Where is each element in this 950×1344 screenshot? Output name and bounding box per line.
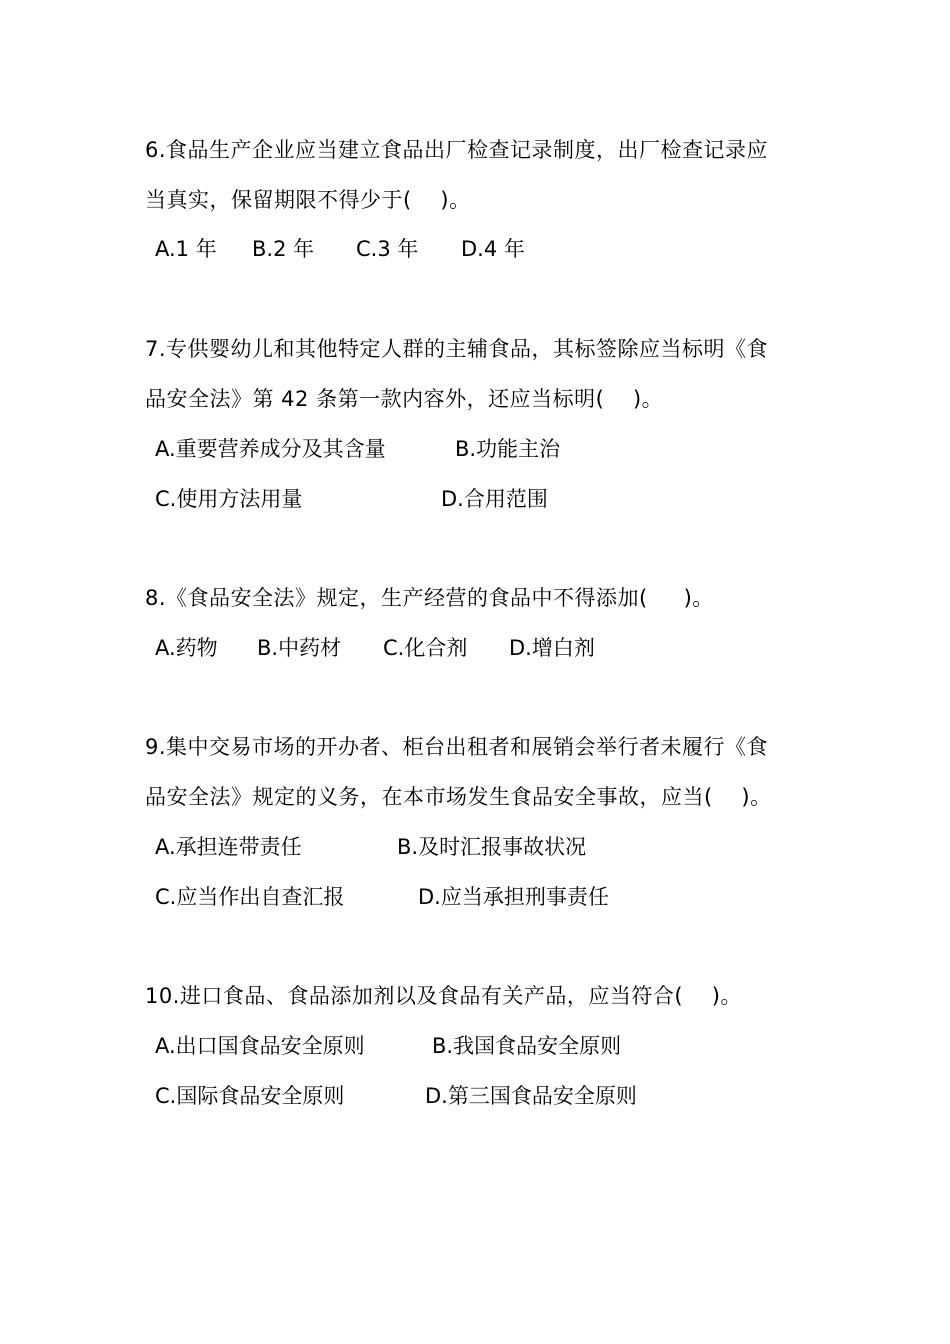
- question-7-option-a: A.重要营养成分及其含量: [155, 437, 386, 461]
- question-8-stem-line-1: 8.《食品安全法》规定，生产经营的食品中不得添加( )。: [145, 586, 714, 610]
- question-9-option-b: B.及时汇报事故状况: [397, 835, 587, 859]
- question-8-option-c: C.化合剂: [383, 636, 468, 660]
- question-8-option-a: A.药物: [155, 636, 218, 660]
- question-9-option-d: D.应当承担刑事责任: [418, 885, 609, 909]
- question-6-stem-line-2: 当真实，保留期限不得少于( )。: [145, 188, 471, 212]
- question-6-option-b: B.2 年: [252, 237, 315, 261]
- question-9-stem-line-2: 品安全法》规定的义务，在本市场发生食品安全事故，应当( )。: [145, 785, 772, 809]
- question-9-option-a: A.承担连带责任: [155, 835, 302, 859]
- question-6-option-a: A.1 年: [155, 237, 217, 261]
- question-7-option-b: B.功能主治: [455, 437, 561, 461]
- question-6-option-d: D.4 年: [461, 237, 525, 261]
- question-10-option-a: A.出口国食品安全原则: [155, 1034, 365, 1058]
- question-6-option-c: C.3 年: [356, 237, 419, 261]
- question-10-stem-line-1: 10.进口食品、食品添加剂以及食品有关产品，应当符合( )。: [145, 984, 742, 1008]
- question-7-stem-line-2: 品安全法》第 42 条第一款内容外，还应当标明( )。: [145, 387, 664, 411]
- question-9-stem-line-1: 9.集中交易市场的开办者、柜台出租者和展销会举行者未履行《食: [145, 735, 769, 759]
- question-8-option-b: B.中药材: [257, 636, 342, 660]
- question-7-stem-line-1: 7.专供婴幼儿和其他特定人群的主辅食品，其标签除应当标明《食: [145, 337, 769, 361]
- question-9-option-c: C.应当作出自查汇报: [155, 885, 345, 909]
- question-7-option-c: C.使用方法用量: [155, 487, 303, 511]
- question-10-option-d: D.第三国食品安全原则: [425, 1084, 637, 1108]
- question-7-option-d: D.合用范围: [441, 487, 548, 511]
- question-6-stem-line-1: 6.食品生产企业应当建立食品出厂检查记录制度，出厂检查记录应: [145, 138, 769, 162]
- question-8-option-d: D.增白剂: [509, 636, 595, 660]
- question-10-option-b: B.我国食品安全原则: [432, 1034, 622, 1058]
- question-10-option-c: C.国际食品安全原则: [155, 1084, 345, 1108]
